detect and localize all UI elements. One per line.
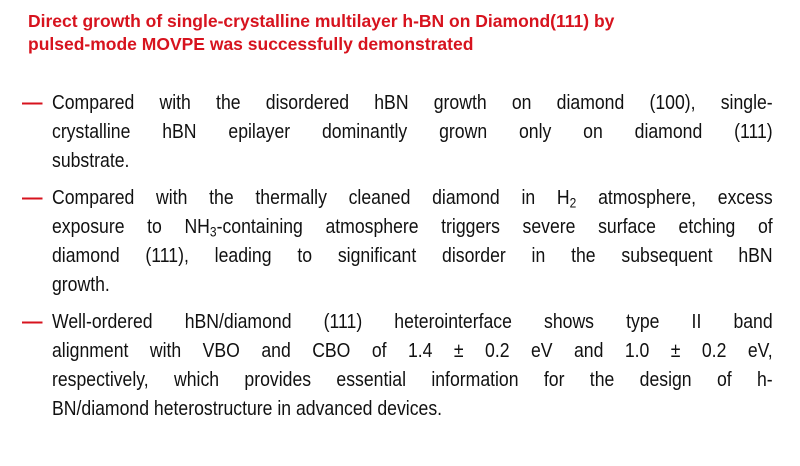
bullet-2-line-2 bbox=[52, 212, 773, 241]
dash-bullet-marker: — bbox=[22, 186, 43, 209]
heading-line-2: pulsed-mode MOVPE was successfully demonstrated bbox=[28, 34, 474, 54]
bullet-3-line-2: alignment with VBO and CBO of 1.4 ± 0.2 eV and 1.0 ± 0.2 eV, bbox=[52, 339, 773, 362]
text-segment: exposure to NH bbox=[52, 215, 210, 238]
bullet-item-3 bbox=[22, 307, 782, 423]
bullet-list bbox=[22, 88, 782, 431]
bullet-3-line-1: Well-ordered hBN/diamond (111) heterointerface shows type II band bbox=[52, 310, 773, 333]
subscript: 2 bbox=[569, 194, 577, 211]
text-segment: -containing atmosphere triggers severe surface etching of bbox=[216, 215, 773, 238]
heading-line-1: Direct growth of single-crystalline multilayer h-BN on Diamond(111) by bbox=[28, 11, 615, 31]
bullet-2-line-3: diamond (111), leading to significant disorder in the subsequent hBN bbox=[52, 244, 773, 267]
bullet-item-1 bbox=[22, 88, 782, 175]
bullet-1-line-3: substrate. bbox=[52, 149, 130, 172]
dash-bullet-marker: — bbox=[22, 91, 43, 114]
bullet-2-line-4: growth. bbox=[52, 273, 110, 296]
dash-bullet-marker: — bbox=[22, 310, 43, 333]
bullet-2-line-1 bbox=[52, 183, 773, 212]
text-segment: Compared with the thermally cleaned diamond in H bbox=[52, 186, 570, 209]
slide-heading bbox=[28, 10, 768, 56]
bullet-item-2 bbox=[22, 183, 782, 299]
subscript: 3 bbox=[209, 223, 217, 240]
bullet-3-line-4: BN/diamond heterostructure in advanced devices. bbox=[52, 397, 443, 420]
bullet-3-line-3: respectively, which provides essential information for the design of h- bbox=[52, 368, 773, 391]
bullet-1-line-1: Compared with the disordered hBN growth on diamond (100), single- bbox=[52, 91, 773, 114]
text-segment: atmosphere, excess bbox=[576, 186, 773, 209]
bullet-1-line-2: crystalline hBN epilayer dominantly grown only on diamond (111) bbox=[52, 120, 773, 143]
